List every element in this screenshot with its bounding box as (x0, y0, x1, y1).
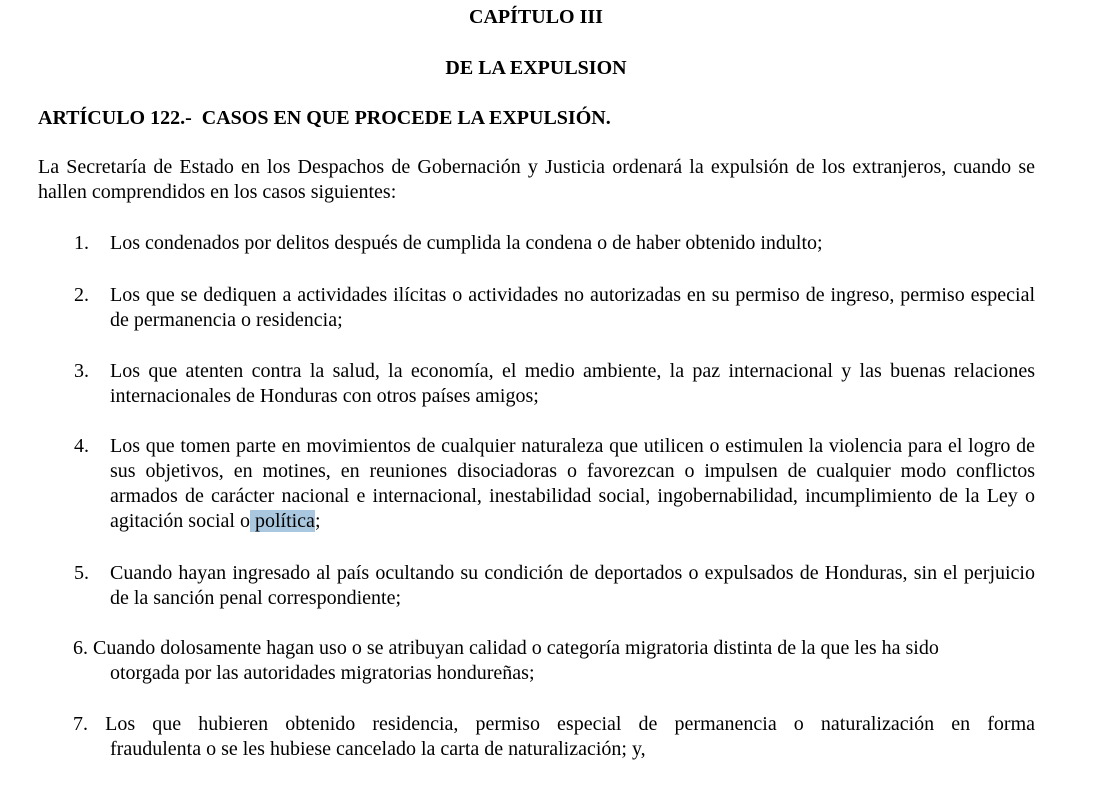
list-item-text: Los que tomen parte en movimientos de cualquier naturaleza que utilicen o estimulen la violencia para el logro de sus objetivos, en motines, en reuniones disociadoras o favorezcan o impulsen de cualquier modo conflictos armados de carácter nacional e internacional, inestabilidad social, ingobernabilidad, incumplimiento de la Ley o agitación social o (110, 435, 1035, 532)
list-number: 6. (73, 637, 88, 659)
list-item-text-end: ; (314, 510, 321, 532)
list-item-text: Los que atenten contra la salud, la economía, el medio ambiente, la paz internacional y las buenas relaciones internacionales de Honduras con otros países amigos; (110, 360, 1035, 407)
list-item-text: Cuando hayan ingresado al país ocultando su condición de deportados o expulsados de Honduras, sin el perjuicio de la sanción penal correspondiente; (110, 562, 1035, 609)
list-item-2 (74, 283, 1035, 333)
section-title: DE LA EXPULSION (445, 57, 627, 79)
list-number: 5. (74, 562, 89, 584)
list-item-1 (74, 231, 1035, 256)
list-item-3 (74, 359, 1035, 409)
intro-paragraph: La Secretaría de Estado en los Despachos de Gobernación y Justicia ordenará la expulsión de los extranjeros, cuando se hallen comprendidos en los casos siguientes: (38, 156, 1035, 203)
list-item-text-rest: otorgada por las autoridades migratorias hondureñas; (110, 662, 535, 684)
list-item-text: Los que se dediquen a actividades ilícitas o actividades no autorizadas en su permiso de ingreso, permiso especial de permanencia o residencia; (110, 284, 1035, 331)
list-item-text: Los que hubieren obtenido residencia, permiso especial de permanencia o naturalización en forma (105, 713, 1035, 735)
text-selection-highlight[interactable]: política (249, 510, 315, 532)
list-item-text: Cuando dolosamente hagan uso o se atribuyan calidad o categoría migratoria distinta de la que les ha sido (93, 637, 939, 659)
list-item-first-line (73, 712, 1035, 737)
list-number: 1. (74, 232, 89, 254)
list-item-text-rest: fraudulenta o se les hubiese cancelado la carta de naturalización; y, (110, 738, 646, 760)
list-number: 4. (74, 435, 89, 457)
article-heading: ARTÍCULO 122.- CASOS EN QUE PROCEDE LA EXPULSIÓN. (38, 107, 611, 129)
list-number: 3. (74, 360, 89, 382)
list-item-6 (73, 636, 1035, 686)
list-item-7 (73, 712, 1035, 762)
list-item-4 (74, 434, 1035, 534)
list-number: 2. (74, 284, 89, 306)
list-number: 7. (73, 713, 88, 735)
list-item-first-line (73, 636, 1035, 661)
list-item-text: Los condenados por delitos después de cumplida la condena o de haber obtenido indulto; (110, 232, 823, 254)
chapter-title: CAPÍTULO III (469, 6, 603, 28)
list-item-5 (74, 561, 1035, 611)
